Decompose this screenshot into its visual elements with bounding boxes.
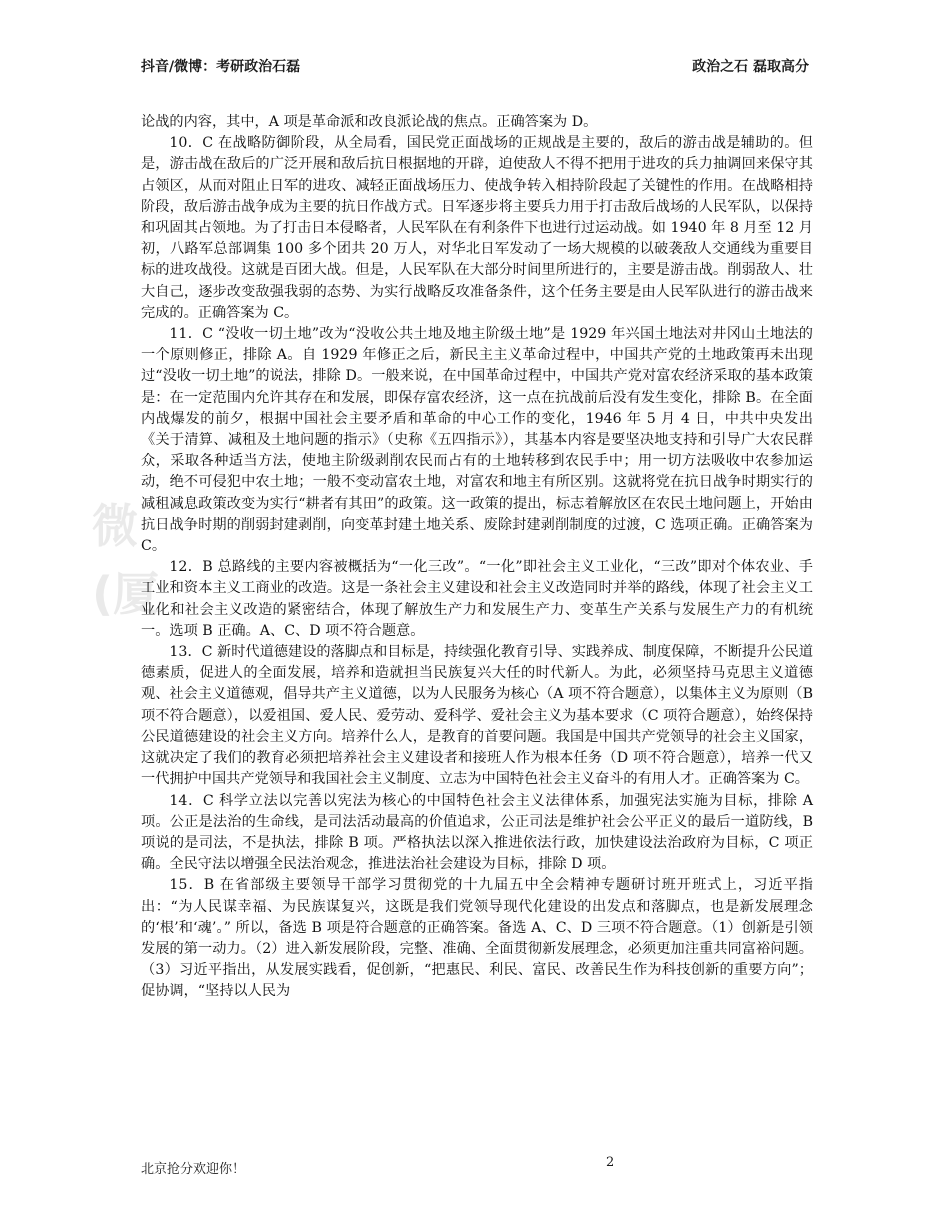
watermark-line-2: (厦 <box>92 567 160 621</box>
header-left-text: 抖音/微博：考研政治石磊 <box>141 59 301 75</box>
header-right-text: 政治之石 磊取高分 <box>692 59 809 75</box>
answer-14: 14．C 科学立法以完善以宪法为核心的中国特色社会主义法律体系，加强宪法实施为目标，排除 A 项。公正是法治的生命线，是司法活动最高的价值追求，公正司法是维护社会公平正义的最后一道防线，B 项说的是司法，不是执法，排除 B 项。严格执法以深入推进依法行政，加快建设法治政府为目标，C 项正确。全民守法以增强全民法治观念，推进法治社会建设为目标，排除 D 项。 <box>141 792 813 873</box>
watermark-line-1: 微 <box>92 499 138 553</box>
answer-11: 11．C “没收一切土地”改为“没收公共土地及地主阶级土地”是 1929 年兴国土地法对井冈山土地法的一个原则修正，排除 A。自 1929 年修正之后，新民主主义革命过程中，中国共产党的土地政策再未出现过“没收一切土地”的说法，排除 D。一般来说，在中国革命过程中，中国共产党对富农经济采取的基本政策是：在一定范围内允许其存在和发展，即保存富农经济，这一点在抗战前后没有发生变化，排除 B。在全面内战爆发的前夕，根据中国社会主要矛盾和革命的中心工作的变化，1946 年 5 月 4 日，中共中央发出《关于清算、减租及土地问题的指示》（史称《五四指示》），其基本内容是要坚决地支持和引导广大农民群众，采取各种适当方法，使地主阶级剥削农民而占有的土地转移到农民手中；用一切方法吸收中农参加运动，绝不可侵犯中农土地；一般不变动富农土地，对富农和地主有所区别。这就将党在抗日战争时期实行的减租减息政策改变为实行“耕者有其田”的政策。这一政策的提出，标志着解放区在农民土地问题上，开始由抗日战争时期的削弱封建剥削，向变革封建土地关系、废除封建剥削制度的过渡，C 选项正确。正确答案为 C。 <box>141 326 813 555</box>
paragraph-continuation: 论战的内容，其中，A 项是革命派和改良派论战的焦点。正确答案为 D。 <box>141 114 598 130</box>
page-number: 2 <box>606 1155 615 1170</box>
document-body <box>141 112 813 1003</box>
answer-13: 13．C 新时代道德建设的落脚点和目标是，持续强化教育引导、实践养成、制度保障，不断提升公民道德素质，促进人的全面发展，培养和造就担当民族复兴大任的时代新人。为此，必须坚持马克思主义道德观、社会主义道德观，倡导共产主义道德，以为人民服务为核心（A 项不符合题意），以集体主义为原则（B 项不符合题意），以爱祖国、爱人民、爱劳动、爱科学、爱社会主义为基本要求（C 项符合题意），始终保持公民道德建设的社会主义方向。培养什么人，是教育的首要问题。我国是中国共产党领导的社会主义国家，这就决定了我们的教育必须把培养社会主义建设者和接班人作为根本任务（D 项不符合题意），培养一代又一代拥护中国共产党领导和我国社会主义制度、立志为中国特色社会主义奋斗的有用人才。正确答案为 C。 <box>141 644 813 788</box>
answer-15: 15．B 在省部级主要领导干部学习贯彻党的十九届五中全会精神专题研讨班开班式上，习近平指出：“为人民谋幸福、为民族谋复兴，这既是我们党领导现代化建设的出发点和落脚点，也是新发展理念的‘根’和‘魂’。” 所以，备选 B 项是符合题意的正确答案。备选 A、C、D 三项不符合题意。（1）创新是引领发展的第一动力。（2）进入新发展阶段，完整、准确、全面贯彻新发展理念，必须更加注重共同富裕问题。（3）习近平指出，从发展实践看，促创新，“把惠民、利民、富民、改善民生作为科技创新的重要方向”；促协调，“坚持以人民为 <box>141 877 813 1000</box>
answer-12: 12．B 总路线的主要内容被概括为“一化三改”。“一化”即社会主义工业化，“三改”即对个体农业、手工业和资本主义工商业的改造。这是一条社会主义建设和社会主义改造同时并举的路线，体现了社会主义工业化和社会主义改造的紧密结合，体现了解放生产力和发展生产力、变革生产关系与发展生产力的有机统一。选项 B 正确。A、C、D 项不符合题意。 <box>141 559 813 639</box>
answer-10: 10．C 在战略防御阶段，从全局看，国民党正面战场的正规战是主要的，敌后的游击战是辅助的。但是，游击战在敌后的广泛开展和敌后抗日根据地的开辟，迫使敌人不得不把用于进攻的兵力抽调回来保守其占领区，从而对阻止日军的进攻、减轻正面战场压力、使战争转入相持阶段起了关键性的作用。在战略相持阶段，敌后游击战争成为主要的抗日作战方式。日军逐步将主要兵力用于打击敌后战场的人民军队，以保持和巩固其占领地。为了打击日本侵略者，人民军队在有利条件下也进行过运动战。如 1940 年 8 月至 12 月初，八路军总部调集 100 多个团共 20 万人，对华北日军发动了一场大规模的以破袭敌人交通线为重要目标的进攻战役。这就是百团大战。但是，人民军队在大部分时间里所进行的，主要是游击战。削弱敌人、壮大自己，逐步改变敌强我弱的态势、为实行战略反攻准备条件，这个任务主要是由人民军队进行的游击战来完成的。正确答案为 C。 <box>141 135 813 321</box>
footer-text: 北京抢分欢迎你！ <box>141 1162 246 1177</box>
